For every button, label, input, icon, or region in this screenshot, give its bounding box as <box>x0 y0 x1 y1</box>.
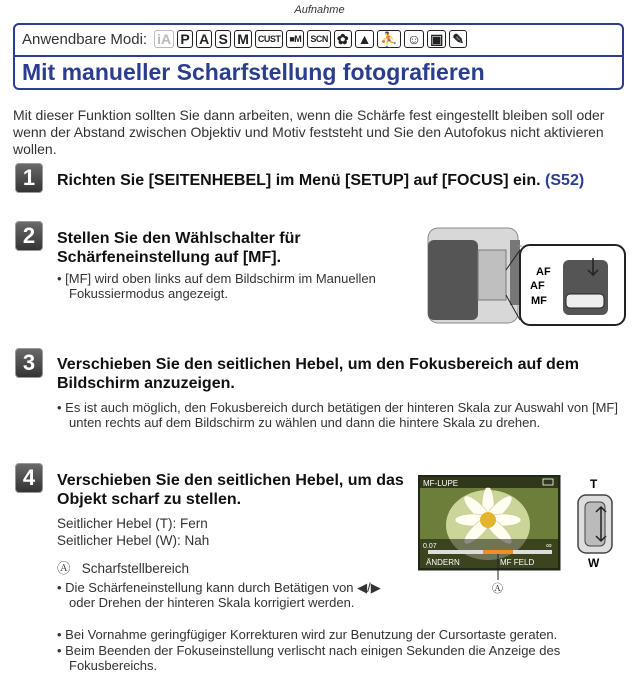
step-2-title: Stellen Sie den Wählschalter für Schärfeneinstellung auf [MF]. <box>57 230 301 266</box>
step-3-title: Verschieben Sie den seitlichen Hebel, um den Fokusbereich auf dem Bildschirm anzuzeigen. <box>57 356 579 392</box>
step-4-bullet-1: • Die Schärfeneinstellung kann durch Betätigen von ◀/▶ oder Drehen der hinteren Skala korrigiert werden. <box>57 580 381 610</box>
mode-scn-icon: SCN <box>307 30 331 48</box>
mode-portrait-icon: ✿ <box>334 30 352 48</box>
screen-top-label: MF-LUPE <box>423 479 459 488</box>
switch-mf-label: MF <box>531 295 547 307</box>
mode-night-portrait-icon: ☺ <box>404 30 424 48</box>
step-2-bullet: • [MF] wird oben links auf dem Bildschirm im Manuellen Fokussiermodus angezeigt. <box>57 271 376 301</box>
screen-change-label: ÄNDERN <box>426 558 460 567</box>
switch-af-label: AF <box>536 266 551 278</box>
mode-m-icon: M <box>234 30 252 48</box>
step-1-text: Richten Sie [SEITENHEBEL] im Menü [SETUP] auf [FOCUS] ein. <box>57 172 541 189</box>
step-3-number: 3 <box>15 348 43 378</box>
mode-ia-icon: iA <box>154 30 174 48</box>
lever-w-label: W <box>588 556 600 570</box>
step-2-number: 2 <box>15 221 43 251</box>
step-1-number: 1 <box>15 163 43 193</box>
screen-mf-field-label: MF FELD <box>500 558 535 567</box>
mode-sports-icon: ⛹ <box>377 30 400 48</box>
step-1-page-ref[interactable]: (S52) <box>545 172 585 189</box>
step-1-title <box>57 171 584 190</box>
step-4-bullet-3: • Beim Beenden der Fokuseinstellung verlischt nach einigen Sekunden die Anzeige des Fokusbereichs. <box>57 643 561 673</box>
applicable-modes-row <box>22 29 467 49</box>
section-header: Aufnahme <box>294 4 345 16</box>
mode-p-icon: P <box>177 30 193 48</box>
callout-text: Scharfstellbereich <box>81 561 190 576</box>
title-divider <box>15 55 622 57</box>
step-4-title: Verschieben Sie den seitlichen Hebel, um das Objekt scharf zu stellen. <box>57 472 404 508</box>
callout-legend <box>57 560 189 577</box>
step-4-number: 4 <box>15 463 43 493</box>
step-3-bullet: • Es ist auch möglich, den Fokusbereich durch betätigen der hinteren Skala zur Auswahl von [MF] unten rechts auf dem Bildschirm zu wählen und dann die hintere Skala zu drehen. <box>57 400 618 430</box>
callout-mark: Ⓐ <box>57 561 71 576</box>
scale-right-label: ∞ <box>546 541 552 550</box>
focus-switch-illustration <box>418 220 630 332</box>
switch-af-macro-label: AF <box>530 280 545 292</box>
mode-s-icon: S <box>215 30 231 48</box>
scale-left-label: 0.07 <box>423 543 437 550</box>
mode-closeup-icon: ▣ <box>427 30 446 48</box>
modes-label: Anwendbare Modi: <box>22 30 148 48</box>
page-title: Mit manueller Scharfstellung fotografieren <box>22 59 485 85</box>
step-4-bullet-2: • Bei Vornahme geringfügiger Korrekturen wird zur Benutzung der Cursortaste geraten. <box>57 627 558 642</box>
mf-assist-screen-illustration <box>418 475 633 600</box>
mode-a-icon: A <box>196 30 212 48</box>
lever-t-text: Seitlicher Hebel (T): Fern <box>57 516 208 531</box>
lever-t-label: T <box>590 477 598 491</box>
intro-paragraph: Mit dieser Funktion sollten Sie dann arbeiten, wenn die Schärfe fest eingestellt bleiben soll oder wenn der Abstand zwischen Objektiv und Motiv feststeht und Sie den Autofokus nicht aktivieren wollen. <box>13 107 605 157</box>
mode-creative-icon: ✎ <box>449 30 467 48</box>
mode-landscape-icon: ▲ <box>355 30 375 48</box>
mode-cust-icon: CUST <box>255 30 284 48</box>
image-callout-mark: Ⓐ <box>492 583 503 595</box>
lever-w-text: Seitlicher Hebel (W): Nah <box>57 533 210 548</box>
mode-movie-m-icon: ■M <box>286 30 304 48</box>
